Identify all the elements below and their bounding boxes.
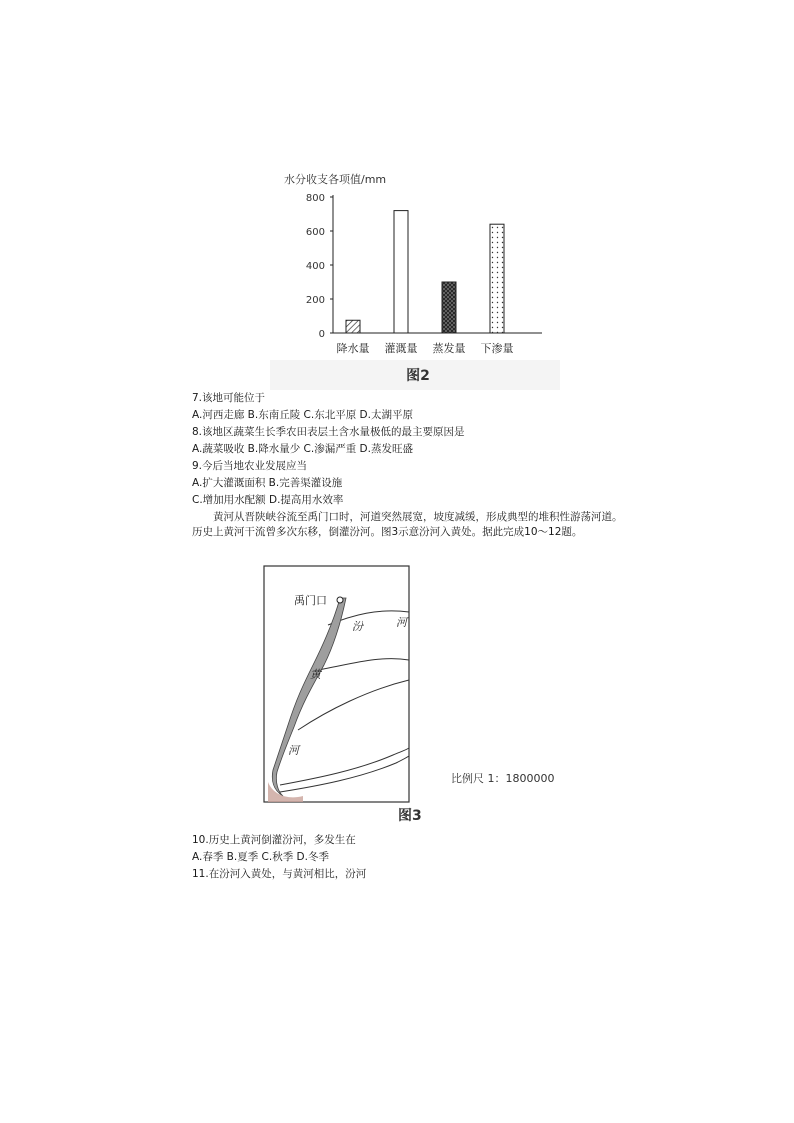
question-11-stem: 11.在汾河入黄处，与黄河相比，汾河 xyxy=(192,868,367,880)
y-axis-title: 水分收支各项值/mm xyxy=(284,173,387,186)
question-9-options-cd: C.增加用水配额 D.提高用水效率 xyxy=(192,494,344,506)
x-category-label: 降水量 xyxy=(336,342,370,355)
y-tick-label: 600 xyxy=(305,227,325,238)
bar-0 xyxy=(346,320,360,333)
question-7-stem: 7.该地可能位于 xyxy=(192,392,266,404)
passage-yellow-river: 黄河从晋陕峡谷流至禹门口时，河道突然展宽，坡度减缓，形成典型的堆积性游荡河道。历史上黄河干流曾多次东移，倒灌汾河。图3示意汾河入黄处。据此完成10～12题。 xyxy=(192,511,623,538)
y-tick-label: 800 xyxy=(305,193,325,204)
bar-2 xyxy=(442,282,456,333)
y-tick-label: 400 xyxy=(305,261,325,272)
question-10-stem: 10.历史上黄河倒灌汾河，多发生在 xyxy=(192,834,356,846)
water-balance-chart xyxy=(270,165,560,390)
fenhe-confluence-map xyxy=(258,560,568,825)
question-10-options: A.春季 B.夏季 C.秋季 D.冬季 xyxy=(192,851,329,863)
map-scale: 比例尺 1：1800000 xyxy=(451,772,555,785)
figure3-caption: 图3 xyxy=(398,808,422,824)
question-8-options: A.蔬菜吸收 B.降水量少 C.渗漏严重 D.蒸发旺盛 xyxy=(192,443,413,455)
question-9-options-ab: A.扩大灌溉面积 B.完善渠灌设施 xyxy=(192,477,343,489)
question-8-stem: 8.该地区蔬菜生长季农田表层土含水量极低的最主要原因是 xyxy=(192,426,465,438)
question-9-stem: 9.今后当地农业发展应当 xyxy=(192,460,308,472)
y-tick-label: 0 xyxy=(318,329,325,340)
y-tick-label: 200 xyxy=(305,295,325,306)
yumenkou-marker xyxy=(337,597,343,603)
label-yumenkou: 禹门口 xyxy=(294,594,327,607)
question-7-options: A.河西走廊 B.东南丘陵 C.东北平原 D.太湖平原 xyxy=(192,409,413,421)
label-fen: 汾 xyxy=(352,620,363,633)
bar-1 xyxy=(394,211,408,333)
x-category-label: 下渗量 xyxy=(480,342,514,355)
x-category-label: 蒸发量 xyxy=(432,342,466,355)
label-huang: 黄 xyxy=(310,668,321,681)
label-he-huang: 河 xyxy=(288,744,299,757)
x-category-label: 灌溉量 xyxy=(384,342,418,355)
figure2-caption: 图2 xyxy=(406,368,430,384)
label-he-fen: 河 xyxy=(396,616,407,629)
bar-3 xyxy=(490,224,504,333)
